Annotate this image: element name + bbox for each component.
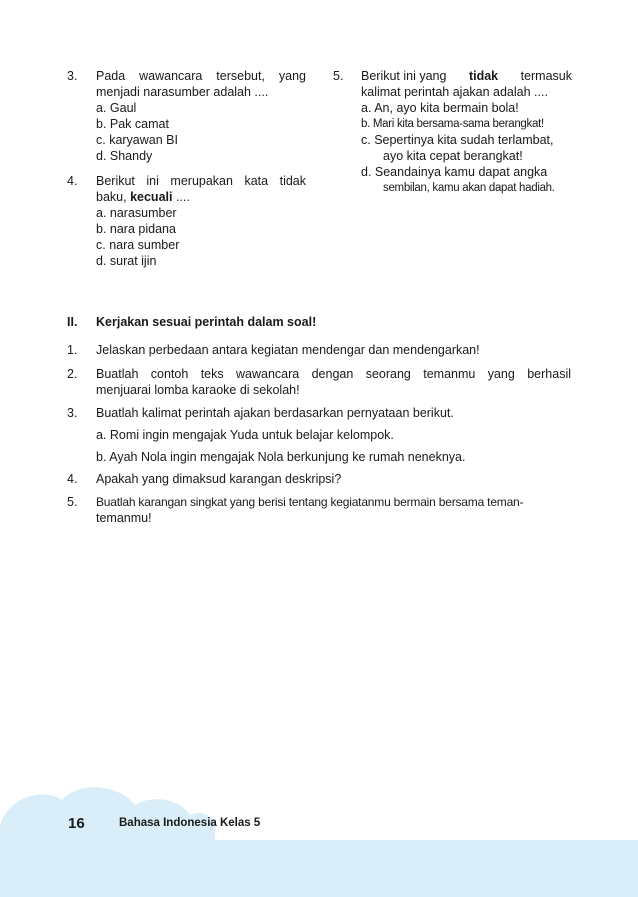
option-a: a. narasumber [96, 206, 177, 220]
option-b: b. Pak camat [96, 117, 169, 131]
section-number: II. [67, 315, 78, 329]
question-text: menjadi narasumber adalah .... [96, 85, 269, 99]
question-number: 4. [67, 174, 78, 188]
question-text: Berikut ini merupakan kata tidak [96, 174, 306, 188]
question-text [96, 189, 190, 205]
option-a: a. Gaul [96, 101, 137, 115]
question-number: 3. [67, 69, 78, 83]
item-text: Buatlah kalimat perintah ajakan berdasarkan pernyataan berikut. [96, 406, 454, 420]
question-text [361, 68, 572, 84]
text-span: Berikut ini yang [361, 69, 447, 83]
page-number: 16 [68, 815, 85, 832]
option-c: c. Sepertinya kita sudah terlambat, [361, 133, 554, 147]
option-d-continued: sembilan, kamu akan dapat hadiah. [383, 182, 555, 194]
item-number: 3. [67, 406, 78, 420]
item-text: Buatlah contoh teks wawancara dengan seorang temanmu yang berhasil [96, 367, 571, 381]
item-text: Apakah yang dimaksud karangan deskripsi? [96, 472, 342, 486]
item-number: 2. [67, 367, 78, 381]
option-c-continued: ayo kita cepat berangkat! [383, 149, 523, 163]
option-c: c. karyawan BI [96, 133, 178, 147]
option-b: b. Mari kita bersama-sama berangkat! [361, 118, 544, 130]
text-span: termasuk [520, 69, 572, 83]
cloud-shape [0, 760, 638, 897]
item-text: Buatlah karangan singkat yang berisi tentang kegiatanmu bermain bersama teman- [96, 495, 524, 509]
option-c: c. nara sumber [96, 238, 180, 252]
emphasis-word: tidak [468, 69, 499, 83]
item-number: 5. [67, 495, 78, 509]
question-text: Pada wawancara tersebut, yang [96, 69, 306, 83]
text-span: .... [175, 190, 190, 204]
item-text: temanmu! [96, 511, 152, 525]
question-text: kalimat perintah ajakan adalah .... [361, 85, 548, 99]
item-number: 1. [67, 343, 78, 357]
item-number: 4. [67, 472, 78, 486]
question-number: 5. [333, 69, 344, 83]
sub-item-b: b. Ayah Nola ingin mengajak Nola berkunjung ke rumah neneknya. [96, 450, 466, 464]
option-d: d. Seandainya kamu dapat angka [361, 165, 548, 179]
book-title: Bahasa Indonesia Kelas 5 [119, 817, 261, 829]
section-heading: Kerjakan sesuai perintah dalam soal! [96, 315, 317, 329]
option-a: a. An, ayo kita bermain bola! [361, 101, 519, 115]
option-d: d. surat ijin [96, 254, 157, 268]
option-b: b. nara pidana [96, 222, 176, 236]
emphasis-word: kecuali [130, 190, 173, 204]
item-text: menjuarai lomba karaoke di sekolah! [96, 383, 300, 397]
text-span: baku, [96, 190, 127, 204]
sub-item-a: a. Romi ingin mengajak Yuda untuk belajar kelompok. [96, 428, 394, 442]
item-text: Jelaskan perbedaan antara kegiatan mendengar dan mendengarkan! [96, 343, 480, 357]
option-d: d. Shandy [96, 149, 153, 163]
